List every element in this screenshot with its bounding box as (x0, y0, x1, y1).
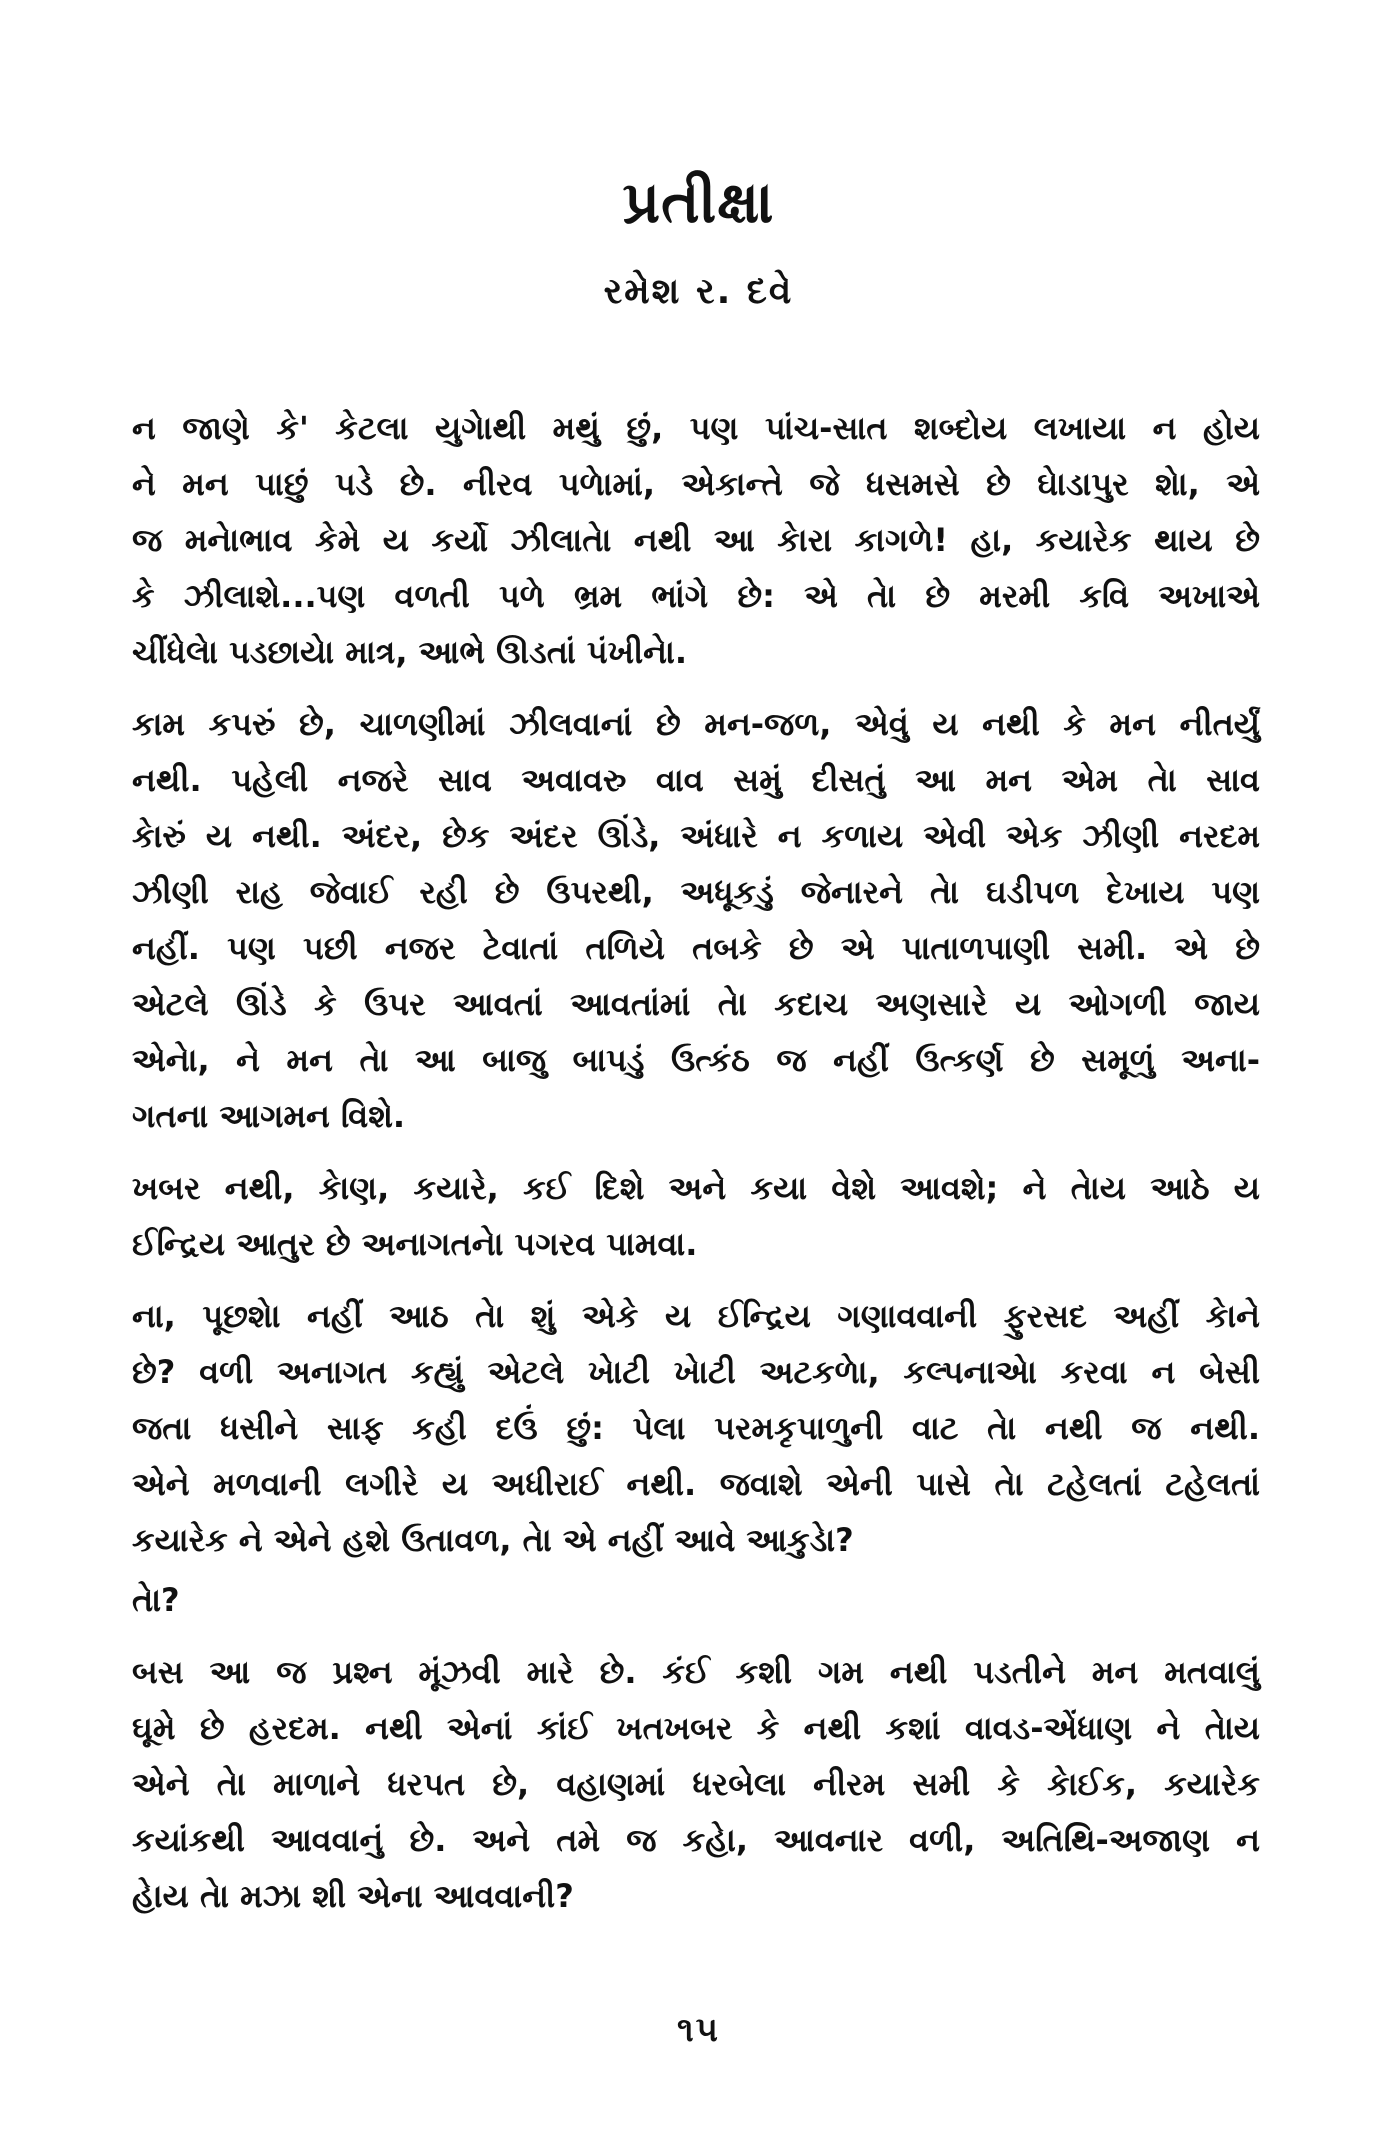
body-text (132, 400, 1260, 1924)
text-line: ઝીણી રાહ જેવાઈ રહી છે ઉપરથી, અધૂકડું જેનારને તેા ઘડીપળ દેખાય પણ (132, 873, 1260, 911)
text-line: નહીં. પણ પછી નજર ટેવાતાં તળિયે તબકે છે એ પાતાળપાણી સમી. એ છે (132, 929, 1260, 967)
text-line: જતા ધસીને સાફ કહી દઉં છું: પેલા પરમકૃપાળુની વાટ તેા નથી જ નથી. (132, 1409, 1260, 1447)
text-line: એટલે ઊંડે કે ઉપર આવતાં આવતાંમાં તેા કદાચ અણસારે ય ઓગળી જાય (132, 985, 1260, 1023)
text-line: કે ઝીલાશે...પણ વળતી પળે ભ્રમ ભાંગે છે: એ તેા છે મરમી કવિ અખાએ (132, 577, 1260, 615)
paragraph-4 (132, 1288, 1260, 1568)
text-line: ચીંધેલેા પડછાયેા માત્ર, આભે ઊડતાં પંખીનેા. (132, 633, 687, 671)
paragraph-6 (132, 1644, 1260, 1924)
text-line: કયાંકથી આવવાનું છે. અને તમે જ કહેા, આવનાર વળી, અતિથિ-અજાણ ન (132, 1821, 1260, 1859)
text-line: જ મનેાભાવ કેમે ય કર્યો ઝીલાતેા નથી આ કેારા કાગળે! હા, કયારેક થાય છે (132, 521, 1260, 559)
text-line: કેારું ય નથી. અંદર, છેક અંદર ઊંડે, અંધારે ન કળાય એવી એક ઝીણી નરદમ (132, 817, 1260, 855)
paragraph-1 (132, 400, 1260, 680)
paragraph-2 (132, 696, 1260, 1144)
text-line: ખબર નથી, કેાણ, કયારે, કઈ દિશે અને કયા વેશે આવશે; ને તેાય આઠે ય (132, 1169, 1260, 1207)
text-line: એને મળવાની લગીરે ય અધીરાઈ નથી. જવાશે એની પાસે તેા ટહેલતાં ટહેલતાં (132, 1465, 1260, 1503)
text-line: હેાય તેા મઝા શી એના આવવાની? (132, 1877, 574, 1915)
text-line: ને મન પાછું પડે છે. નીરવ પળેામાં, એકાન્તે જે ધસમસે છે ઘેાડાપુર શેા, એ (132, 465, 1260, 503)
text-line: ઈન્દ્રિય આતુર છે અનાગતનેા પગરવ પામવા. (132, 1225, 698, 1263)
text-line: એને તેા માળાને ધરપત છે, વહાણમાં ધરબેલા નીરમ સમી કે કેાઈક, કયારેક (132, 1765, 1260, 1803)
page-number: ૧૫ (677, 2010, 720, 2050)
paragraph-3 (132, 1160, 1260, 1272)
text-line: તેા? (132, 1581, 180, 1619)
text-line: બસ આ જ પ્રશ્ન મૂંઝવી મારે છે. કંઈ કશી ગમ નથી પડતીને મન મતવાલું (132, 1653, 1260, 1691)
page-title: પ્રતીક્ષા (622, 168, 775, 236)
paragraph-5 (132, 1572, 1260, 1628)
text-line: ઘૂમે છે હરદમ. નથી એનાં કાંઈ ખતખબર કે નથી કશાં વાવડ-એંધાણ ને તેાય (132, 1709, 1260, 1747)
author-name: રમેશ ર. દવે (603, 271, 794, 312)
text-line: છે? વળી અનાગત કહ્યું એટલે ખેાટી ખેાટી અટકળેા, કલ્પનાએા કરવા ન બેસી (132, 1353, 1260, 1391)
text-line: નથી. પહેલી નજરે સાવ અવાવરુ વાવ સમું દીસતું આ મન એમ તેા સાવ (132, 761, 1260, 799)
text-line: ન જાણે કે' કેટલા યુગેાથી મથું છું, પણ પાંચ-સાત શબ્દોય લખાયા ન હોય (132, 409, 1260, 447)
text-line: કયારેક ને એને હશે ઉતાવળ, તેા એ નહીં આવે આકુડેા? (132, 1521, 854, 1559)
text-line: ના, પૂછશેા નહીં આઠ તેા શું એકે ય ઈન્દ્રિય ગણાવવાની ફુરસદ અહીં કેાને (132, 1297, 1260, 1335)
text-line: કામ કપરું છે, ચાળણીમાં ઝીલવાનાં છે મન-જળ, એવું ય નથી કે મન નીતર્યું (132, 705, 1260, 743)
text-line: એનેા, ને મન તેા આ બાજુ બાપડું ઉત્કંઠ જ નહીં ઉત્કર્ણ છે સમૂળું અના- (132, 1041, 1260, 1079)
text-line: ગતના આગમન વિશે. (132, 1097, 406, 1135)
